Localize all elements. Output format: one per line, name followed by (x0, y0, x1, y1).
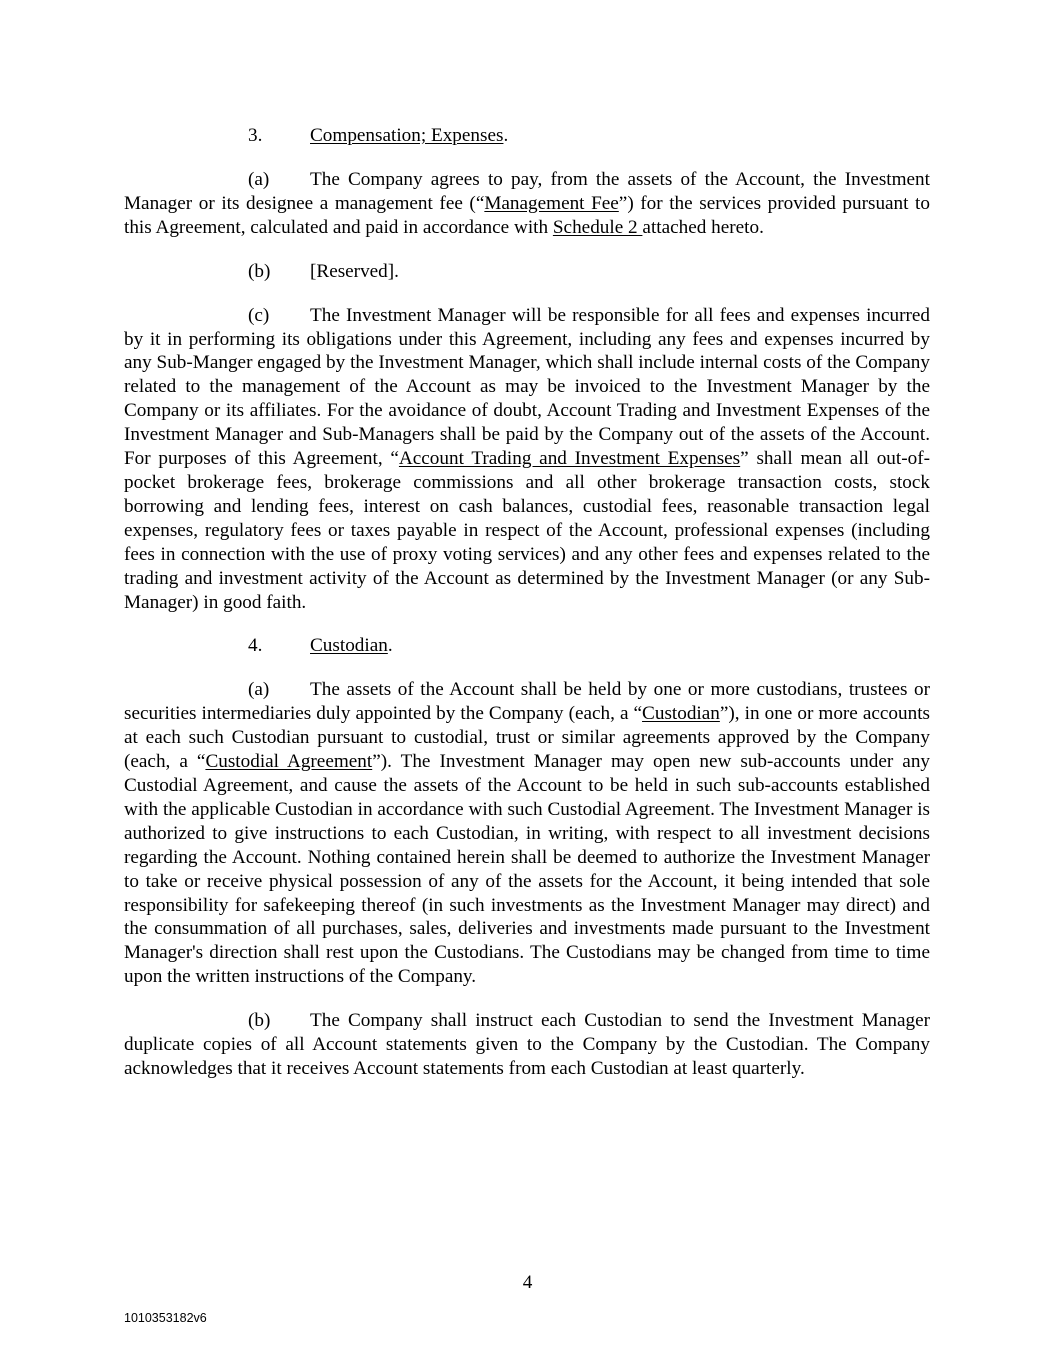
section-4-paragraph-a (124, 678, 930, 989)
section-3-heading (124, 124, 930, 148)
defined-term-account-trading-expenses: Account Trading and Investment Expenses (398, 448, 741, 470)
paragraph-label: (a) (248, 679, 270, 701)
section-3-number: 3. (248, 125, 263, 146)
section-3-title: Compensation; Expenses (310, 125, 504, 146)
paragraph-text: The Investment Manager will be responsible for all fees and expenses incurred by it in performing its obligations under this Agreement, including any fees and expenses incurred by any Sub-Manger engaged by the Investment Manager, which shall include internal costs of the Company related to the management of the Account as may be invoiced to the Investment Manager by the Company or its affiliates. For the avoidance of doubt, Account Trading and Investment Expenses of the Investment Manager and Sub-Managers shall be paid by the Company out of the assets of the Account. For purposes of this Agreement, “ (124, 304, 930, 470)
paragraph-text: The assets of the Account shall be held by one or more custodians, trustees or securities intermediaries duly appointed by the Company (each, a “ (124, 679, 930, 725)
schedule-reference: Schedule 2 (552, 216, 643, 238)
paragraph-text: ”), in one or more accounts at each such Custodian pursuant to custodial, trust or similar agreements approved by the Company (each, a “ (124, 703, 930, 773)
section-3-paragraph-b (124, 260, 930, 284)
paragraph-text: The Company agrees to pay, from the assets of the Account, the Investment Manager or its designee a management fee (“ (124, 169, 930, 214)
paragraph-label: (b) (248, 1010, 271, 1032)
paragraph-label: (c) (248, 304, 270, 326)
paragraph-text: ”). The Investment Manager may open new sub-accounts under any Custodial Agreement, and cause the assets of the Account to be held in such sub-accounts established with the applicable Custodian in accordance with such Custodial Agreement. The Investment Manager is authorized to give instructions to each Custodian, in writing, with respect to all investment decisions regarding the Account. Nothing contained herein shall be deemed to authorize the Investment Manager to take or receive physical possession of any of the assets for the Account, it being intended that sole responsibility for safekeeping thereof (in such investments as the Investment Manager may direct) and the consummation of all purchases, sales, deliveries and investments made pursuant to the Investment Manager's direction shall rest upon the Custodians. The Custodians may be changed from time to time upon the written instructions of the Company. (124, 751, 931, 988)
paragraph-text: ” shall mean all out-of-pocket brokerage fees, brokerage commissions and all other brokerage transaction costs, stock borrowing and lending fees, interest on cash balances, custodial fees, reasonable transaction legal expenses, regulatory fees or taxes payable in respect of the Account, professional expenses (including fees in connection with the use of proxy voting services) and any other fees and expenses related to the trading and investment activity of the Account as determined by the Investment Manager (or any Sub-Manager) in good faith. (124, 448, 930, 613)
paragraph-text: attached hereto. (642, 216, 764, 238)
paragraph-text: [Reserved]. (310, 260, 399, 282)
section-3-paragraph-a (124, 168, 930, 240)
defined-term-management-fee: Management Fee (484, 192, 619, 214)
section-4-title: Custodian (310, 635, 388, 657)
paragraph-text: The Company shall instruct each Custodian to send the Investment Manager duplicate copies of all Account statements given to the Company by the Custodian. The Company acknowledges that it receives Account statements from each Custodian at least quarterly. (124, 1010, 930, 1079)
document-page (124, 124, 930, 1101)
paragraph-text: ”) for the services provided pursuant to this Agreement, calculated and paid in accordance with (124, 192, 930, 238)
defined-term-custodian: Custodian (642, 703, 720, 725)
document-id: 1010353182v6 (124, 1311, 207, 1325)
section-4-number: 4. (248, 635, 263, 657)
paragraph-label: (a) (248, 169, 270, 190)
section-4-paragraph-b (124, 1009, 930, 1081)
defined-term-custodial-agreement: Custodial Agreement (205, 751, 373, 773)
paragraph-label: (b) (248, 260, 271, 282)
section-3-title-period: . (503, 125, 509, 146)
section-4-title-period: . (387, 635, 393, 657)
section-3-paragraph-c (124, 304, 930, 615)
section-4-heading (124, 634, 930, 658)
page-number: 4 (522, 1272, 533, 1293)
